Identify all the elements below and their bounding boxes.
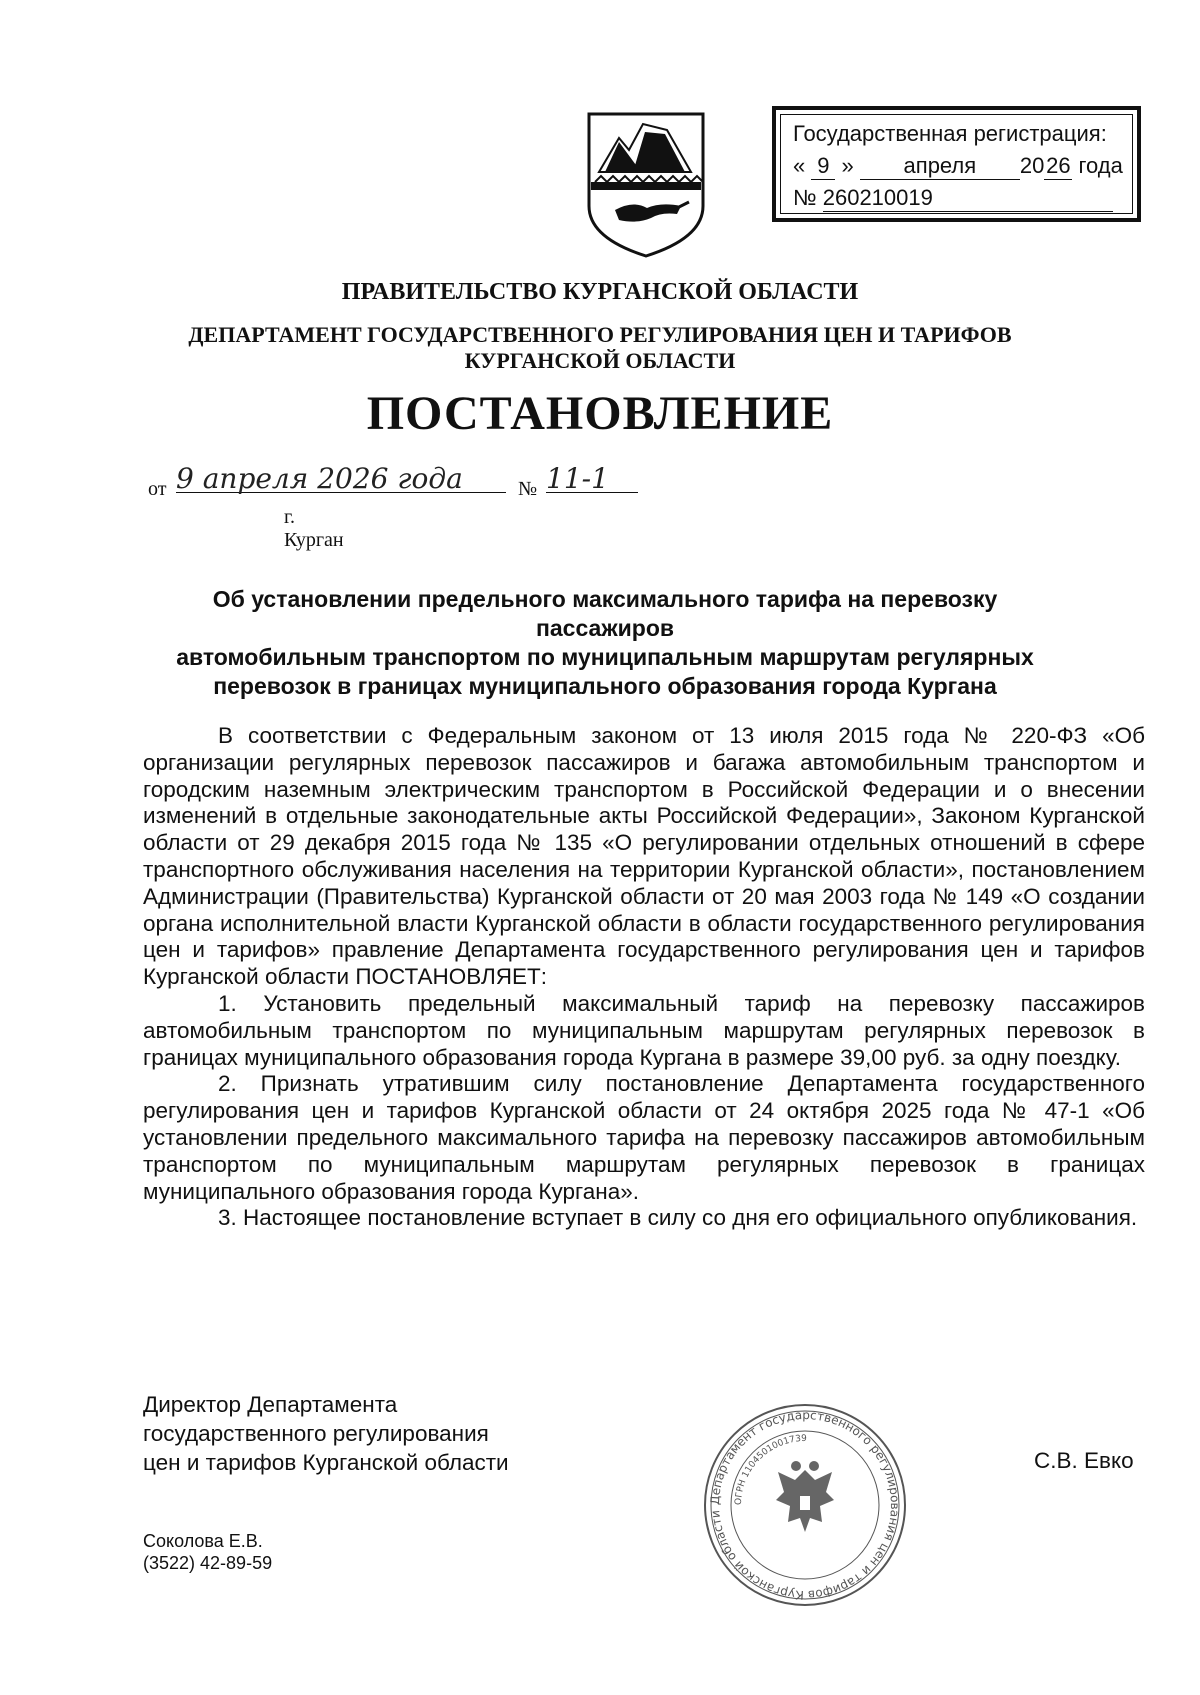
double-headed-eagle-icon [776, 1461, 834, 1532]
official-seal-stamp [700, 1400, 910, 1610]
item-1-paragraph: 1. Установить предельный максимальный тариф на перевозку пассажиров автомобильным транспортом по муниципальным маршрутам регулярных перевозок в границах муниципального образования города Кургана в размере 39,00 руб. за одну поездку. [143, 990, 1145, 1070]
registration-year-word: года [1078, 153, 1123, 178]
handwritten-date: 9 апреля 2026 года [176, 462, 506, 493]
executor-phone: (3522) 42-89-59 [143, 1553, 273, 1573]
city-label: г. Курган [284, 506, 344, 551]
document-subject [150, 585, 1060, 701]
signatory-name: С.В. Евко [1034, 1448, 1134, 1473]
registration-year-suffix: 26 [1046, 153, 1071, 178]
executor-info [143, 1530, 272, 1574]
coat-of-arms-icon [585, 110, 707, 258]
signatory-role [143, 1390, 509, 1477]
signatory-role-line2: государственного регулирования [143, 1421, 489, 1446]
registration-date [793, 153, 1129, 180]
department-title-line2: КУРГАНСКОЙ ОБЛАСТИ [464, 348, 736, 373]
department-title-line1: ДЕПАРТАМЕНТ ГОСУДАРСТВЕННОГО РЕГУЛИРОВАНИЯ ЦЕН И ТАРИФОВ [188, 322, 1012, 347]
registration-stamp-box [772, 106, 1141, 222]
signatory-role-line3: цен и тарифов Курганской области [143, 1450, 509, 1475]
government-title: ПРАВИТЕЛЬСТВО КУРГАНСКОЙ ОБЛАСТИ [341, 279, 859, 305]
handwritten-number: 11-1 [546, 462, 638, 493]
subject-line-1: Об установлении предельного максимального тарифа на перевозку пассажиров [212, 586, 998, 641]
registration-month: апреля [860, 153, 1020, 180]
registration-number-line [793, 185, 1113, 212]
executor-name: Соколова Е.В. [143, 1531, 263, 1551]
registration-quote-close: » [841, 153, 854, 178]
registration-quote-open: « [793, 153, 806, 178]
subject-line-3: перевозок в границах муниципального образования города Кургана [213, 673, 997, 699]
preamble-paragraph: В соответствии с Федеральным законом от 13 июля 2015 года № 220-ФЗ «Об организации регулярных перевозок пассажиров и багажа автомобильным транспортом и городским наземным электрическим транспортом в Российской Федерации и о внесении изменений в отдельные законодательные акты Российской Федерации», Законом Курганской области от 29 декабря 2015 года № 135 «О регулировании отдельных отношений в сфере транспортного обслуживания населения на территории Курганской области», постановлением Администрации (Правительства) Курганской области от 20 мая 2003 года № 149 «О создании органа исполнительной власти Курганской области в области государственного регулирования цен и тарифов» правление Департамента государственного регулирования цен и тарифов Курганской области ПОСТАНОВЛЯЕТ: [143, 723, 1145, 990]
item-3-paragraph: 3. Настоящее постановление вступает в силу со дня его официального опубликования. [218, 1205, 1138, 1231]
date-from-label: от [148, 478, 167, 500]
seal-inner-text: ОГРН 1104501001739 [733, 1433, 807, 1506]
item-2-paragraph: 2. Признать утратившим силу постановление Департамента государственного регулирования цен и тарифов Курганской области от 24 октября 2025 года № 47-1 «Об установлении предельного максимального тарифа на перевозку пассажиров автомобильным транспортом по муниципальным маршрутам регулярных перевозок в границах муниципального образования города Кургана». [143, 1071, 1145, 1204]
registration-title: Государственная регистрация: [793, 121, 1107, 146]
document-body [143, 723, 1145, 1232]
registration-number-label: № [793, 185, 817, 210]
registration-number: 260210019 [823, 185, 1113, 212]
registration-year-prefix: 20 [1019, 153, 1045, 178]
number-label: № [518, 478, 538, 500]
registration-day: 9 [811, 153, 835, 180]
signatory-role-line1: Директор Департамента [143, 1392, 398, 1417]
document-type-title: ПОСТАНОВЛЕНИЕ [366, 387, 834, 440]
seal-outer-text: Департамент государственного регулирования цен и тарифов Курганской области [707, 1407, 903, 1603]
subject-line-2: автомобильным транспортом по муниципальным маршрутам регулярных [176, 644, 1034, 670]
